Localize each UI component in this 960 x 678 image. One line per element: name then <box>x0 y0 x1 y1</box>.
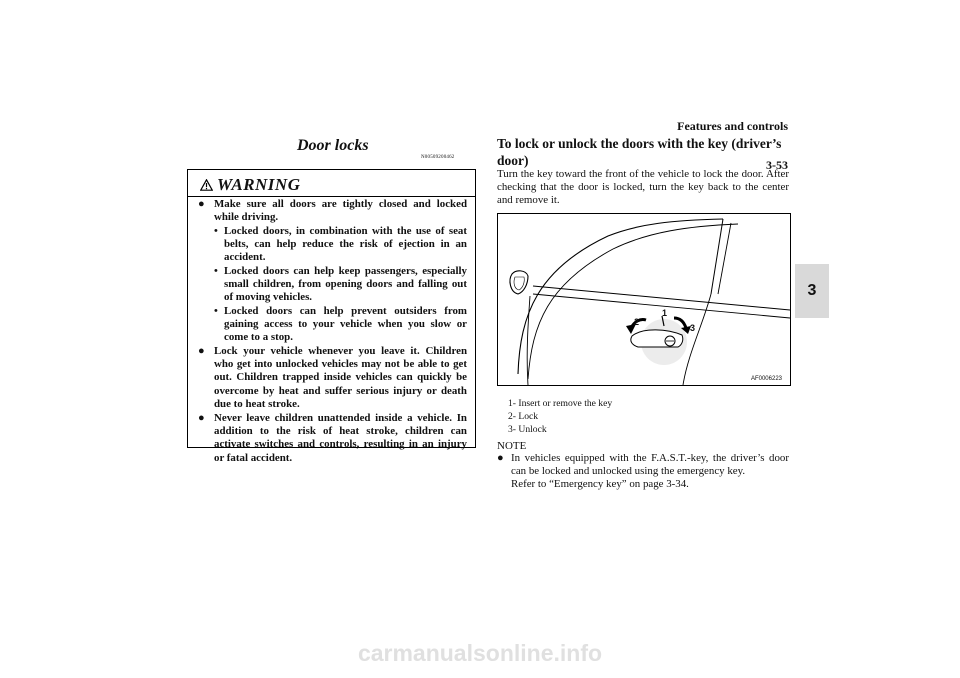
warning-subitem <box>214 225 467 265</box>
door-illustration <box>498 214 790 385</box>
legend-item: 3- Unlock <box>508 423 547 435</box>
note-body <box>497 452 789 490</box>
warning-subitem-text: Locked doors, in combination with the use of seat belts, can help reduce the risk of ejection in an accident. <box>224 224 467 264</box>
warning-body <box>198 198 467 465</box>
warning-subitem-text: Locked doors can help keep passengers, especially small children, from opening doors and falling out of moving vehicles. <box>224 264 467 304</box>
callout-2: 2 <box>634 317 640 327</box>
warning-header <box>200 174 300 196</box>
warning-item-text: Make sure all doors are tightly closed and locked while driving. <box>214 198 467 224</box>
legend-item: 1- Insert or remove the key <box>508 398 613 409</box>
note-label: NOTE <box>497 440 527 452</box>
warning-item <box>198 412 467 465</box>
watermark: carmanualsonline.info <box>357 640 603 666</box>
bullet-icon: ● <box>198 344 205 357</box>
legend-item: 2- Lock <box>508 410 539 422</box>
warning-item-text: Lock your vehicle whenever you leave it. Children who get into unlocked vehicles may not be able to get out. Children trapped inside vehicles can quickly be overcome by heat and suffer serious injury or death due to heat stroke. <box>214 344 467 411</box>
intro-paragraph: Turn the key toward the front of the vehicle to lock the door. After checking that the door is locked, turn the key back to the center and remove it. <box>497 168 789 206</box>
chapter-tab[interactable] <box>795 264 829 318</box>
chapter-tab-label: 3 <box>807 282 817 299</box>
warning-box <box>187 169 476 464</box>
warning-item <box>198 198 467 225</box>
note-item <box>497 452 789 490</box>
door-lock-figure <box>497 213 791 386</box>
warning-title: WARNING <box>217 175 301 194</box>
note-paragraph: In vehicles equipped with the F.A.S.T.-key, the driver’s door can be locked and unlocked using the emergency key. <box>511 452 789 477</box>
sub-bullet-icon: • <box>214 264 218 277</box>
running-header-title: Features and controls <box>677 119 788 133</box>
bullet-icon: ● <box>198 198 205 210</box>
bullet-icon: ● <box>198 411 205 424</box>
subsection-heading: To lock or unlock the doors with the key (driver’s door) <box>497 136 782 168</box>
section-code: N00509200462 <box>421 155 455 160</box>
section-title: Door locks <box>297 137 369 154</box>
warning-divider <box>188 196 475 197</box>
warning-subitem-text: Locked doors can help prevent outsiders from gaining access to your vehicle when you slow or come to a stop. <box>224 304 467 344</box>
note-text <box>511 452 789 490</box>
figure-code: AF0006223 <box>750 376 782 382</box>
note-reference: Refer to “Emergency key” on page 3-34. <box>511 477 689 490</box>
figure-legend <box>508 398 612 436</box>
sub-bullet-icon: • <box>214 304 218 317</box>
bullet-icon: ● <box>497 452 504 464</box>
sub-bullet-icon: • <box>214 224 218 237</box>
warning-item <box>198 345 467 412</box>
callout-1: 1 <box>662 308 668 318</box>
warning-subitem <box>214 305 467 345</box>
warning-subitem <box>214 265 467 305</box>
warning-item-text: Never leave children unattended inside a vehicle. In addition to the risk of heat stroke, children can activate switches and controls, resulting in an injury or fatal accident. <box>214 411 467 464</box>
page-number: 3-53 <box>766 158 788 172</box>
warning-triangle-icon <box>200 179 213 191</box>
callout-3: 3 <box>690 323 696 333</box>
